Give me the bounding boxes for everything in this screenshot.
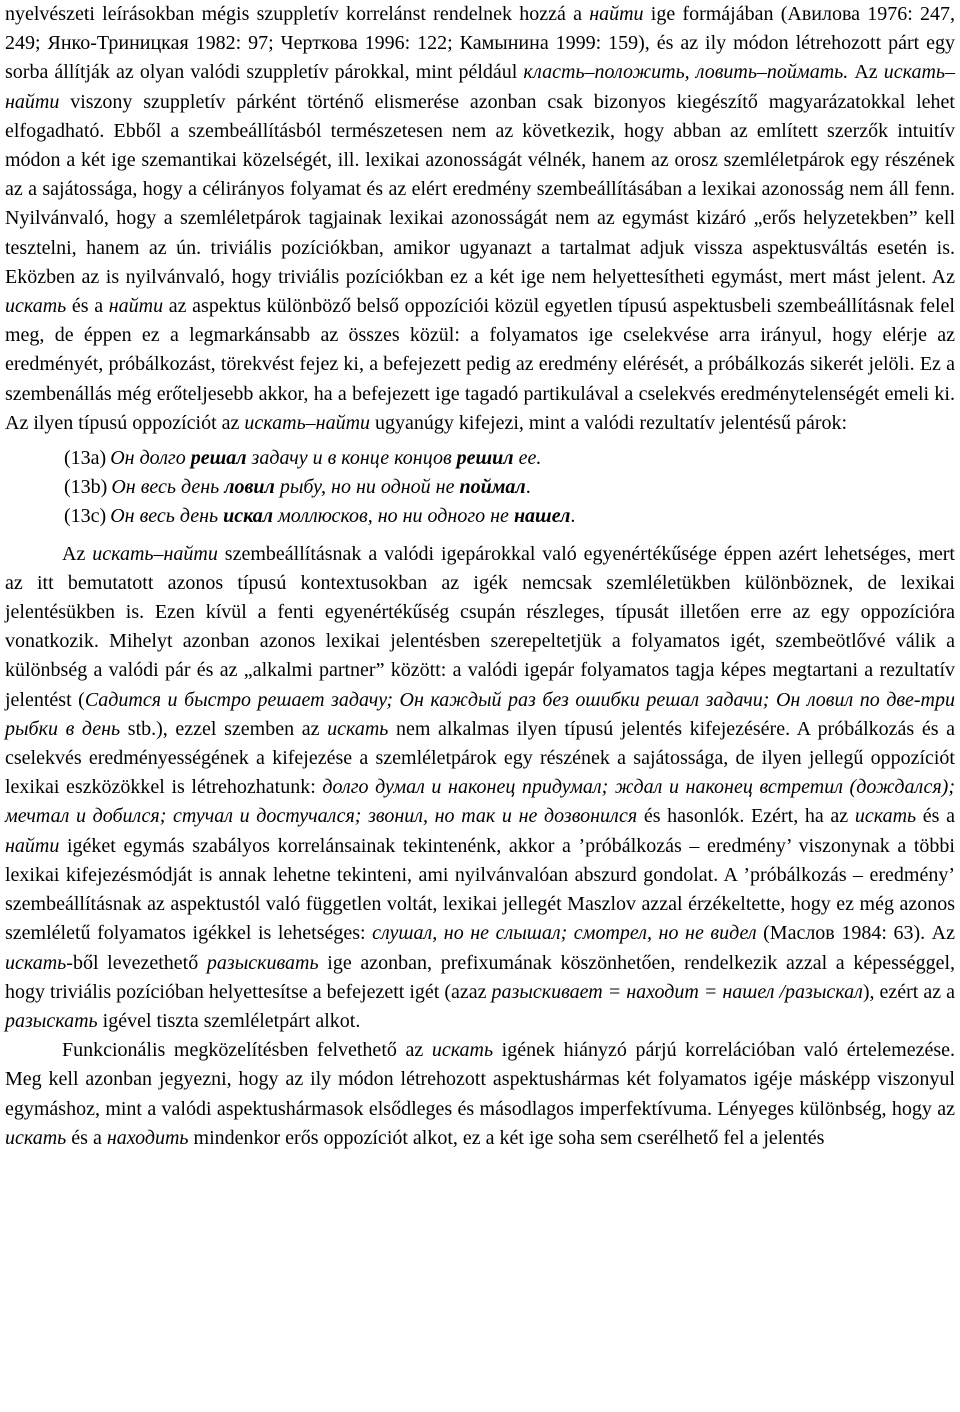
text-run: viszony szuppletív párként történő elismerése azonban csak bizonyos kiegészítő magyarázatokkal lehet elfogadható. Ebből a szembeállításból természetesen nem az következik, hogy abban az említett szerzők intuitív módon a két ige szemantikai közelségét, ill. lexikai azonosságát vélnék, hanem az orosz szemléletpárok egy részének az a sajátossága, hogy a célirányos folyamat és az elért eredmény szembeállításában a lexikai azonosság nem áll fenn. Nyilvánvaló, hogy a szemléletpárok tagjainak lexikai azonosságát nem az egymást kizáró „erős helyzetekben” kell tesztelni, hanem az ún. triviális pozíciókban, amikor ugyanazt a tartalmat adjuk vissza aspektusváltás esetén is. Eközben az is nyilvánvaló, hogy triviális pozíciókban ez a két ige nem helyettesítheti egymást, mert mást jelent. Az bbox=[5, 90, 955, 288]
russian-example-text: моллюсков, но ни одного не bbox=[273, 505, 514, 528]
text-run: és a bbox=[66, 1126, 107, 1149]
russian-example-text: разыскивает = находит = нашел /разыскал bbox=[491, 980, 863, 1003]
text-run: Az bbox=[848, 61, 884, 84]
russian-example-text: разыскивать bbox=[206, 951, 319, 974]
russian-example-text: класть–положить, ловить–поймать. bbox=[523, 61, 849, 84]
russian-example-text: искать–найти bbox=[92, 542, 218, 565]
russian-example-text: искать bbox=[431, 1039, 494, 1062]
example-item bbox=[64, 444, 955, 473]
emphasized-verb: нашел bbox=[513, 505, 571, 528]
russian-example-text: долго думал и наконец придумал; ждал и наконец встретил (дождался); мечтал и добился; стучал и достучался; звонил, но так и не дозвонился bbox=[5, 776, 956, 828]
text-run: (Маслов 1984: 63). Az bbox=[756, 922, 955, 945]
russian-example-text: найти bbox=[589, 3, 644, 25]
russian-example-text: искать bbox=[854, 805, 917, 828]
text-run: nyelvészeti leírásokban mégis szuppletív korrelánst rendelnek hozzá a bbox=[5, 3, 590, 25]
text-run: Funkcionális megközelítésben felvethető az bbox=[62, 1039, 432, 1062]
russian-example-text: искать bbox=[5, 1126, 67, 1149]
russian-example-text: слушал, но не слышал; смотрел, но не видел bbox=[372, 922, 757, 945]
russian-example-text: Он долго bbox=[110, 447, 191, 470]
body-text-after-examples bbox=[5, 540, 955, 1153]
example-label: (13c) bbox=[64, 505, 107, 528]
russian-example-text: находить bbox=[106, 1126, 189, 1149]
text-run: mindenkor erős oppozíciót alkot, ez a két ige soha sem cserélhető fel a jelentés bbox=[188, 1126, 825, 1149]
text-run: nem alkalmas ilyen típusú jelentés kifejezésére. A próbálkozás és a cselekvés eredményességének a kifejezése a szemléletpárok egy részének a sajátossága, de ilyen jellegű oppozíciót lexikai eszközökkel is létrehozhatunk: bbox=[5, 717, 955, 799]
text-run: igének hiányzó párjú korrelációban való értelemezése. Meg kell azonban jegyezni, hogy az ily módon létrehozott aspektushármas két folyamatos igéje másképp viszonyul egymáshoz, mint a valódi aspektushármasok elsődleges és másodlagos imperfektívuma. Lényeges különbség, hogy az bbox=[5, 1039, 955, 1120]
russian-example-text: задачу и в конце концов bbox=[246, 447, 457, 470]
emphasized-verb: ловил bbox=[224, 476, 275, 499]
text-run: ), ezért az a bbox=[862, 980, 955, 1003]
emphasized-verb: поймал bbox=[459, 476, 526, 499]
russian-example-text: Он весь день bbox=[111, 476, 225, 499]
example-label: (13a) bbox=[64, 447, 107, 470]
text-run: ugyanúgy kifejezi, mint a valódi rezultatív jelentésű párok: bbox=[370, 411, 848, 434]
russian-example-text: ее. bbox=[513, 447, 542, 470]
text-run: . bbox=[525, 476, 531, 499]
text-run: az aspektus különböző belső oppozíciói közül egyetlen típusú aspektusbeli szembeállításnak felel meg, de éppen ez a legmarkánsabb az összes közül: a folyamatos ige cselekvése arra irányul, hogy elérje az eredményét, próbálkozást, törekvést fejez ki, a befejezett pedig az eredmény elérését, a próbálkozás sikerét jelöli. Ez a szembenállás még erőteljesebb akkor, ha a befejezett ige tagadó partikulával a cselekvés eredménytelenségét emeli ki. Az ilyen típusú oppozíciót az bbox=[5, 295, 955, 434]
text-run: ige azonban, prefixumának köszönhetően, rendelkezik azzal a képességgel, hogy triviális pozícióban helyettesítse a befejezett igét (azaz bbox=[5, 951, 955, 1003]
text-run: -ből levezethető bbox=[66, 951, 207, 974]
text-run: stb.), ezzel szemben az bbox=[120, 717, 328, 740]
text-run: és hasonlók. Ezért, ha az bbox=[637, 805, 855, 828]
russian-example-text: искать bbox=[5, 951, 67, 974]
russian-example-text: найти bbox=[5, 834, 60, 857]
russian-example-text: Он весь день bbox=[110, 505, 224, 528]
example-label: (13b) bbox=[64, 476, 108, 499]
example-item bbox=[64, 502, 955, 531]
russian-example-text: искать–найти bbox=[5, 61, 955, 113]
body-text-before-examples bbox=[5, 0, 955, 438]
example-list bbox=[5, 444, 955, 532]
text-run: és a bbox=[66, 295, 109, 318]
emphasized-verb: искал bbox=[223, 505, 274, 528]
emphasized-verb: решил bbox=[456, 447, 514, 470]
paragraph bbox=[5, 0, 955, 438]
russian-example-text: искать–найти bbox=[244, 411, 371, 434]
russian-example-text: разыскать bbox=[5, 1009, 98, 1032]
text-run: Az bbox=[62, 542, 93, 565]
russian-example-text: Садится и быстро решает задачу; Он каждый раз без ошибки решал задачи; Он ловил по две-три рыбки в день bbox=[5, 688, 955, 740]
emphasized-verb: решал bbox=[190, 447, 247, 470]
russian-example-text: искать bbox=[5, 295, 67, 318]
text-run: igével tiszta szemléletpárt alkot. bbox=[97, 1009, 361, 1032]
russian-example-text: искать bbox=[327, 717, 389, 740]
paragraph bbox=[5, 1036, 955, 1153]
text-run: . bbox=[570, 505, 576, 528]
paragraph bbox=[5, 540, 955, 1036]
russian-example-text: рыбу, но ни одной не bbox=[274, 476, 460, 499]
russian-example-text: найти bbox=[108, 295, 164, 318]
text-run: igéket egymás szabályos korrelánsainak tekintenénk, akkor a ’próbálkozás – eredmény’ viszonynak a többi lexikai kifejezésmódját is annak lehetne tekinteni, ami nyilvánvalóan abszurd gondolat. A ’próbálkozás – eredmény’ szembeállításnak az aspektustól való független voltát, lexikai jellegét Maszlov azzal érzékeltette, hogy ez még azonos szemléletű folyamatos igékkel is lehetséges: bbox=[5, 834, 955, 945]
text-run: és a bbox=[916, 805, 955, 828]
text-run: ige formájában (Авилова 1976: 247, 249; Янко-Триницкая 1982: 97; Черткова 1996: 122; Камынина 1999: 159), és az ily módon létrehozott párt egy sorba állítják az olyan valódi szuppletív párokkal, mint például bbox=[5, 3, 955, 84]
text-run: szembeállításnak a valódi igepárokkal való egyenértékűsége éppen azért lehetséges, mert az itt bemutatott azonos típusú kontextusokban az igék nemcsak szemléletükben különböznek, de lexikai jelentésükben is. Ezen kívül a fenti egyenértékűség csupán részleges, típusát illetően erre az egy oppozícióra vonatkozik. Mihelyt azonban azonos lexikai jelentésben szerepeltetjük a folyamatos igét, szembeötlővé válik a különbség a valódi pár és az „alkalmi partner” között: a valódi igepár folyamatos tagja képes megtartani a rezultatív jelentést ( bbox=[5, 542, 955, 711]
example-item bbox=[64, 473, 955, 502]
